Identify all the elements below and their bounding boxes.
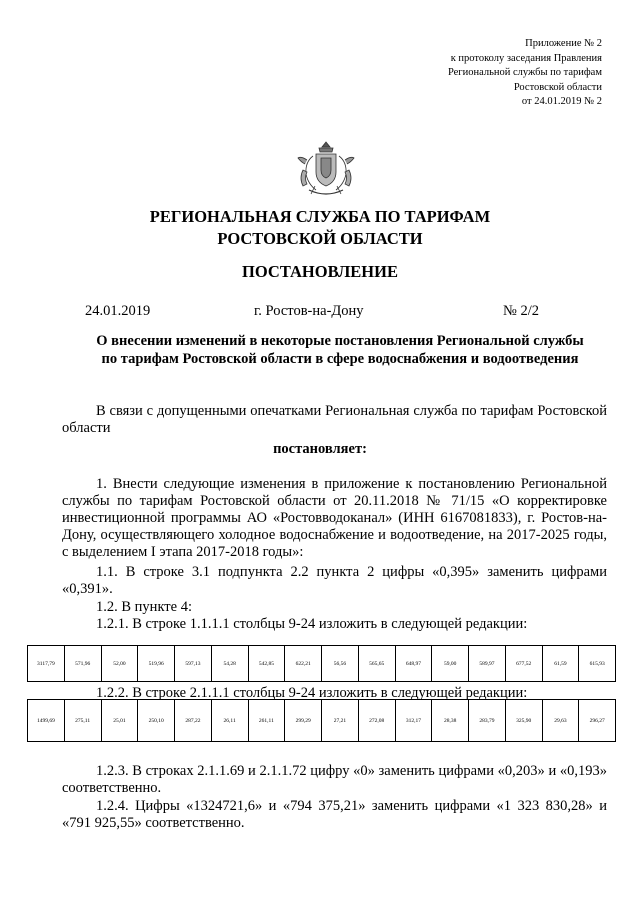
table-cell: 296,27 <box>579 700 616 742</box>
document-city: г. Ростов-на-Дону <box>254 303 364 319</box>
table-cell: 250,10 <box>138 700 175 742</box>
table-cell: 325,90 <box>505 700 542 742</box>
appendix-line: Ростовской области <box>513 81 602 93</box>
appendix-note <box>448 37 602 110</box>
table-cell: 29,63 <box>542 700 579 742</box>
org-name-line-2: РОСТОВСКОЙ ОБЛАСТИ <box>217 229 423 248</box>
table-cell: 299,29 <box>285 700 322 742</box>
table-cell: 25,01 <box>101 700 138 742</box>
preamble-paragraph: В связи с допущенными опечатками Региональная служба по тарифам Ростовской области <box>62 403 607 436</box>
table-cell: 1499,69 <box>28 700 65 742</box>
document-number: № 2/2 <box>503 303 539 319</box>
item-1-2-line: 1.2. В пункте 4: <box>96 599 192 615</box>
table-cell: 283,79 <box>469 700 506 742</box>
item-1-paragraph: 1. Внести следующие изменения в приложение к постановлению Региональной службы по тарифам Ростовской области от 20.11.2018 № 71/15 «О корректировке инвестиционной программы АО «Ростовводоканал» (ИНН 6167081833), г. Ростов-на-Дону, осуществляющего холодное водоснабжение и водоотведение, на 2017-2025 годы, с выделением I этапа 2017-2018 годы»: <box>62 476 607 560</box>
item-1-2-4-paragraph: 1.2.4. Цифры «1324721,6» и «794 375,21» заменить цифрами «1 323 830,28» и «791 925,55» соответственно. <box>62 798 607 831</box>
table-cell: 677,52 <box>505 646 542 682</box>
item-1-2-3-paragraph: 1.2.3. В строках 2.1.1.69 и 2.1.1.72 цифру «0» заменить цифрами «0,203» и «0,193» соответственно. <box>62 763 607 796</box>
table-cell: 565,65 <box>358 646 395 682</box>
table-cell: 27,21 <box>322 700 359 742</box>
resolves-heading: постановляет: <box>273 441 367 457</box>
document-type: ПОСТАНОВЛЕНИЕ <box>242 262 398 281</box>
appendix-line: Региональной службы по тарифам <box>447 67 602 78</box>
table-cell: 287,22 <box>175 700 212 742</box>
table-cell: 597,13 <box>175 646 212 682</box>
table-cell: 312,17 <box>395 700 432 742</box>
table-cell: 571,96 <box>64 646 101 682</box>
document-subject: О внесении изменений в некоторые постановления Региональной службы по тарифам Ростовской области в сфере водоснабжения и водоотведения <box>96 333 584 367</box>
item-1-1-paragraph: 1.1. В строке 3.1 подпункта 2.2 пункта 2 цифры «0,395» заменить цифрами «0,391». <box>62 564 607 597</box>
values-table-2 <box>27 699 616 742</box>
table-cell: 3117,79 <box>28 646 65 682</box>
table-cell: 589,97 <box>469 646 506 682</box>
table-cell: 54,28 <box>211 646 248 682</box>
appendix-line: от 24.01.2019 № 2 <box>521 96 602 107</box>
table-cell: 56,56 <box>322 646 359 682</box>
table-cell: 261,11 <box>248 700 285 742</box>
table-cell: 59,00 <box>432 646 469 682</box>
table-row <box>28 700 616 742</box>
item-1-2-2-line: 1.2.2. В строке 2.1.1.1 столбцы 9-24 изложить в следующей редакции: <box>96 685 528 701</box>
table-row <box>28 646 616 682</box>
coat-of-arms-emblem <box>295 140 357 198</box>
org-name-line-1: РЕГИОНАЛЬНАЯ СЛУЖБА ПО ТАРИФАМ <box>149 207 491 226</box>
values-table-1 <box>27 645 616 682</box>
table-cell: 519,96 <box>138 646 175 682</box>
table-cell: 52,00 <box>101 646 138 682</box>
table-cell: 272,08 <box>358 700 395 742</box>
table-cell: 28,38 <box>432 700 469 742</box>
table-cell: 275,11 <box>64 700 101 742</box>
appendix-line: Приложение № 2 <box>525 38 602 49</box>
table-cell: 615,93 <box>579 646 616 682</box>
table-cell: 26,11 <box>211 700 248 742</box>
item-1-2-1-line: 1.2.1. В строке 1.1.1.1 столбцы 9-24 изложить в следующей редакции: <box>96 616 528 632</box>
table-cell: 648,97 <box>395 646 432 682</box>
document-date: 24.01.2019 <box>85 303 151 319</box>
appendix-line: к протоколу заседания Правления <box>450 52 602 64</box>
table-cell: 61,59 <box>542 646 579 682</box>
table-cell: 542,85 <box>248 646 285 682</box>
table-cell: 622,21 <box>285 646 322 682</box>
